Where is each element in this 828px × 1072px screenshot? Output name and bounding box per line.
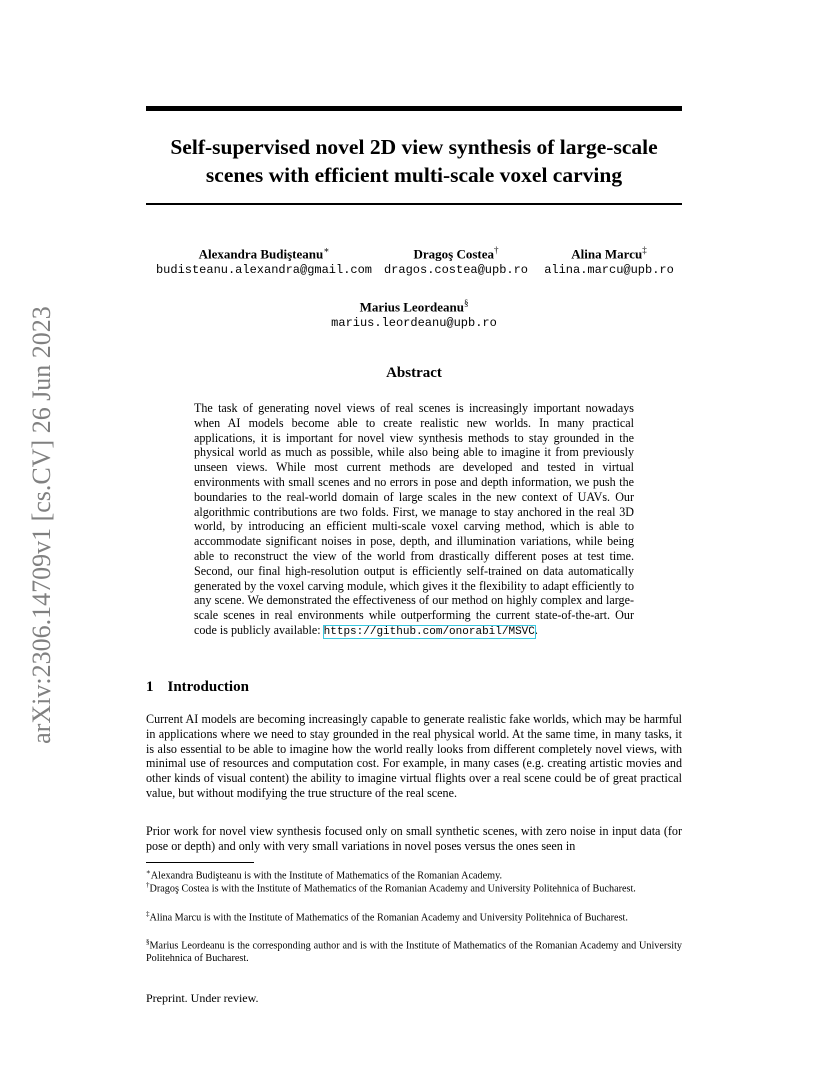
section-title: Introduction xyxy=(167,679,249,695)
section-number: 1 xyxy=(146,679,154,695)
author-email: marius.leordeanu@upb.ro xyxy=(331,316,497,331)
section-heading xyxy=(146,679,249,696)
abstract-text: The task of generating novel views of real scenes is increasingly important nowadays when AI models become able to create realistic new worlds. In many practical applications, it is important for novel view synthesis methods to stay grounded in the physical world as much as possible, while also being able to imagine it from previously unseen views. While most current methods are developed and tested in virtual environments with small scenes and no errors in pose and depth information, we push the boundaries to the real-world domain of large scales in the new context of UAVs. Our algorithmic contributions are two folds. First, we manage to stay anchored in the real 3D world, by introducing an efficient multi-scale voxel carving method, which is able to accommodate significant noises in pose, depth, and illumination variations, while being able to reconstruct the view of the world from drastically different poses at test time. Second, our final high-resolution output is efficiently self-trained on data automatically generated by the voxel carving module, which gives it the flexibility to adapt efficiently to any scene. We demonstrated the effectiveness of our method on highly complex and large-scale scenes in real environments while outperforming the current state-of-the-art. Our code is publicly available: xyxy=(194,401,634,637)
abstract-body xyxy=(194,401,634,640)
footnote-rule xyxy=(146,862,254,863)
author-block xyxy=(536,242,682,278)
body-paragraph: Prior work for novel view synthesis focused only on small synthetic scenes, with zero noise in input data (for pose or depth) and only with very small variations in novel poses versus the ones seen in xyxy=(146,824,682,853)
footnote: †Dragoş Costea is with the Institute of Mathematics of the Romanian Academy and University Politehnica of Bucharest. xyxy=(146,881,636,895)
paper-title xyxy=(146,133,682,189)
code-link[interactable]: https://github.com/onorabil/MSVC xyxy=(323,625,535,638)
author-name: Dragoş Costea† xyxy=(413,245,499,262)
abstract-end: . xyxy=(534,622,538,637)
title-line-2: scenes with efficient multi-scale voxel carving xyxy=(205,163,623,187)
preprint-note: Preprint. Under review. xyxy=(146,991,259,1005)
arxiv-identifier: arXiv:2306.14709v1 [cs.CV] 26 Jun 2023 xyxy=(27,306,56,744)
author-email: alina.marcu@upb.ro xyxy=(544,263,674,278)
author-name: Marius Leordeanu§ xyxy=(359,298,469,315)
author-block xyxy=(148,242,380,278)
footnote: §Marius Leordeanu is the corresponding author and is with the Institute of Mathematics of the Romanian Academy and University Politehnica of Bucharest. xyxy=(146,938,682,965)
title-top-rule xyxy=(146,106,682,111)
title-bottom-rule xyxy=(146,203,682,205)
author-block xyxy=(380,242,532,278)
title-line-1: Self-supervised novel 2D view synthesis of large-scale xyxy=(170,135,658,159)
author-email: budisteanu.alexandra@gmail.com xyxy=(155,263,373,278)
author-name: Alina Marcu‡ xyxy=(571,245,647,262)
author-block xyxy=(314,295,514,331)
footnote: ‡Alina Marcu is with the Institute of Mathematics of the Romanian Academy and University Politehnica of Bucharest. xyxy=(146,910,628,924)
body-paragraph: Current AI models are becoming increasingly capable to generate realistic fake worlds, which may be harmful in applications where we need to stay grounded in the real physical world. At the same time, in many tasks, it is also essential to be able to imagine how the world really looks from different completely novel views, with minimal use of resources and computation cost. For example, in many cases (e.g. creating artistic movies and other kinds of visual content) the ability to imagine virtual flights over a real scene could be of great practical value, but without modifying the true structure of the real scene. xyxy=(146,712,682,800)
abstract-heading: Abstract xyxy=(386,365,442,381)
footnote: ∗Alexandra Budişteanu is with the Institute of Mathematics of the Romanian Academy. xyxy=(146,868,503,882)
author-name: Alexandra Budişteanu∗ xyxy=(198,245,330,262)
author-email: dragos.costea@upb.ro xyxy=(383,263,529,278)
